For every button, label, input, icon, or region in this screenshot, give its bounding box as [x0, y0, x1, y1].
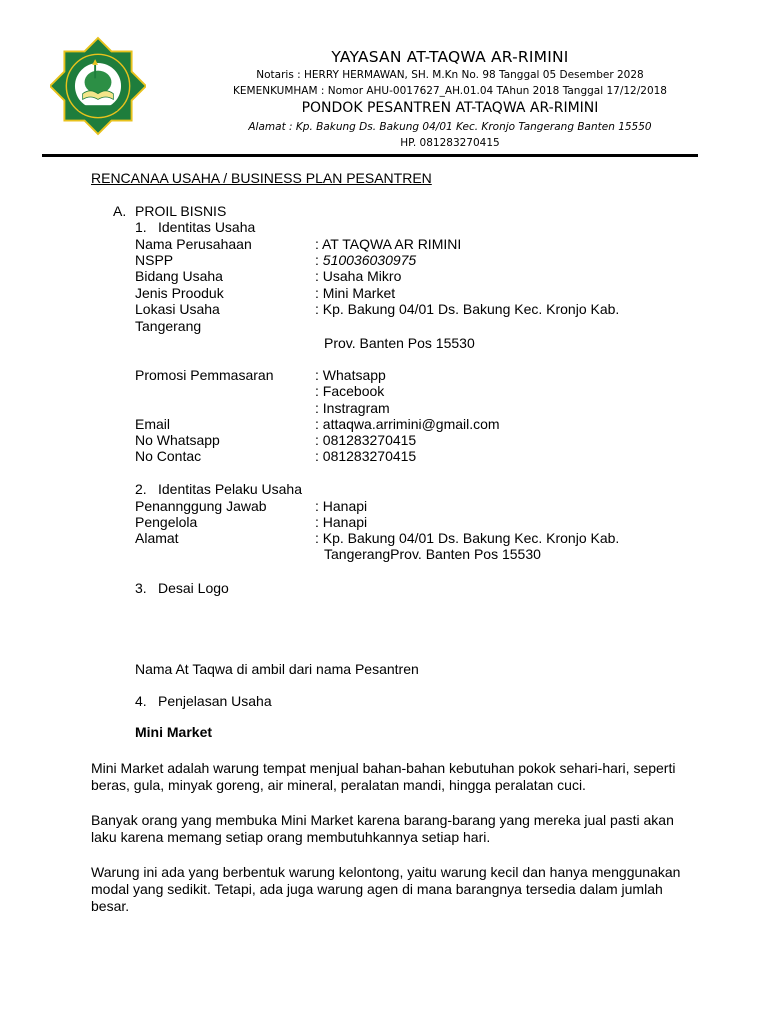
- letterhead-address: Alamat : Kp. Bakung Ds. Bakung 04/01 Kec. Kronjo Tangerang Banten 15550: [248, 121, 652, 133]
- field-value-continuation: TangerangProv. Banten Pos 15530: [324, 546, 541, 562]
- field-label: Nama Perusahaan: [135, 236, 252, 252]
- pesantren-logo-icon: [50, 34, 146, 138]
- field-value-continuation: Prov. Banten Pos 15530: [324, 335, 475, 351]
- logo-note: Nama At Taqwa di ambil dari nama Pesantren: [135, 661, 419, 677]
- mini-market-heading: Mini Market: [135, 724, 213, 740]
- promo-channel: : Facebook: [315, 383, 385, 399]
- subsection-3-heading: Desai Logo: [158, 580, 229, 596]
- field-colon: :: [315, 252, 323, 268]
- field-label: Promosi Pemmasaran: [135, 367, 274, 383]
- letterhead-phone: HP. 081283270415: [400, 137, 500, 149]
- paragraph: Mini Market adalah warung tempat menjual bahan-bahan kebutuhan pokok sehari-hari, seperti beras, gula, minyak goreng, air mineral, peralatan mandi, hingga peralatan cuci.: [91, 760, 676, 793]
- field-value: : Hanapi: [315, 514, 368, 530]
- field-label: Penannggung Jawab: [135, 498, 267, 514]
- section-a-heading: PROIL BISNIS: [135, 203, 227, 219]
- field-value: : Mini Market: [315, 285, 396, 301]
- foundation-name: YAYASAN AT-TAQWA AR-RIMINI: [331, 48, 569, 66]
- paragraph: Banyak orang yang membuka Mini Market karena barang-barang yang mereka jual pasti akan laku karena memang setiap orang membutuhkannya setiap hari.: [91, 812, 674, 845]
- field-label: No Whatsapp: [135, 432, 220, 448]
- section-a-marker: A.: [113, 203, 127, 219]
- field-value-wrap: Tangerang: [135, 318, 202, 334]
- subsection-2-number: 2.: [135, 481, 147, 497]
- notary-info: Notaris : HERRY HERMAWAN, SH. M.Kn No. 98 Tanggal 05 Desember 2028: [256, 69, 644, 81]
- subsection-3-number: 3.: [135, 580, 147, 596]
- field-label: Bidang Usaha: [135, 268, 223, 284]
- field-value: : 081283270415: [315, 432, 417, 448]
- subsection-4-heading: Penjelasan Usaha: [158, 693, 272, 709]
- field-label: Lokasi Usaha: [135, 301, 220, 317]
- subsection-4-number: 4.: [135, 693, 147, 709]
- field-label: Jenis Prooduk: [135, 285, 224, 301]
- registration-info: KEMENKUMHAM : Nomor AHU-0017627_AH.01.04 TAhun 2018 Tanggal 17/12/2018: [233, 85, 667, 97]
- subsection-2-heading: Identitas Pelaku Usaha: [158, 481, 302, 497]
- field-label: NSPP: [135, 252, 174, 268]
- field-value: : Kp. Bakung 04/01 Ds. Bakung Kec. Kronjo Kab.: [315, 301, 620, 317]
- promo-channel: : Whatsapp: [315, 367, 386, 383]
- field-value: [315, 252, 416, 268]
- promo-channel: : Instragram: [315, 400, 390, 416]
- field-value: : AT TAQWA AR RIMINI: [315, 236, 462, 252]
- header-divider: [42, 154, 698, 157]
- field-value: : attaqwa.arrimini@gmail.com: [315, 416, 500, 432]
- pesantren-name: PONDOK PESANTREN AT-TAQWA AR-RIMINI: [301, 100, 599, 116]
- field-label: Email: [135, 416, 171, 432]
- field-label: Alamat: [135, 530, 179, 546]
- subsection-1-heading: Identitas Usaha: [158, 219, 256, 235]
- field-label: Pengelola: [135, 514, 198, 530]
- document-title: RENCANAA USAHA / BUSINESS PLAN PESANTREN: [91, 170, 432, 186]
- field-value: : Hanapi: [315, 498, 368, 514]
- field-value: : Usaha Mikro: [315, 268, 402, 284]
- nspp-number: 510036030975: [322, 252, 417, 268]
- field-label: No Contac: [135, 448, 202, 464]
- field-value: : Kp. Bakung 04/01 Ds. Bakung Kec. Kronjo Kab.: [315, 530, 620, 546]
- subsection-1-number: 1.: [135, 219, 147, 235]
- paragraph: Warung ini ada yang berbentuk warung kelontong, yaitu warung kecil dan hanya menggunakan modal yang sedikit. Tetapi, ada juga warung agen di mana barangnya tersedia dalam jumlah besar.: [91, 864, 681, 914]
- field-value: : 081283270415: [315, 448, 417, 464]
